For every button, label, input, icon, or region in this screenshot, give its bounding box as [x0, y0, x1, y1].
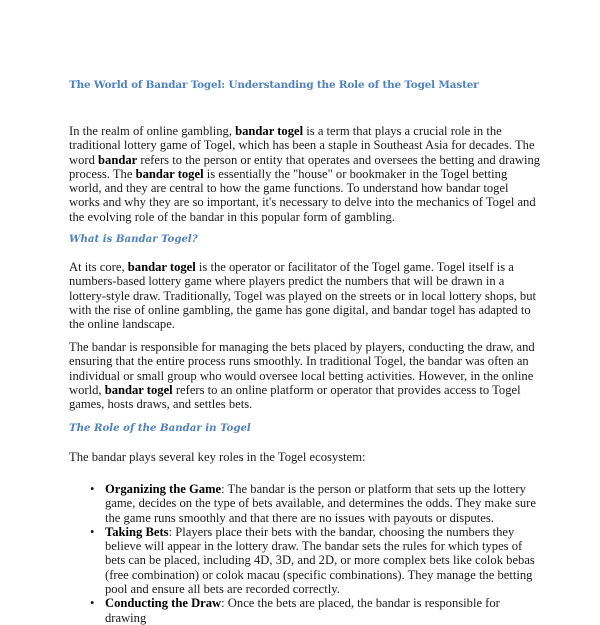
document-title: The World of Bandar Togel: Understanding the Role of the Togel Master: [69, 79, 479, 91]
bold-term: bandar togel: [127, 260, 196, 274]
role-bullet-list: [69, 482, 541, 625]
text-run: is the operator or facilitator of the Togel game. Togel itself is a numbers-based lottery game where players predict the numbers that will be drawn in a lottery-style draw. Traditionally, Togel was played on the streets or in local lottery shops, but with the rise of online gambling, the game has gone digital, and bandar togel has adapted to the online landscape.: [69, 260, 536, 332]
bold-term: bandar togel: [235, 124, 304, 138]
intro-paragraph: [69, 124, 541, 224]
section-heading-role: The Role of the Bandar in Togel: [69, 422, 251, 434]
text-run: is essentially the "house" or bookmaker in the Togel betting world, and they are central to how the game functions. To understand how bandar togel works and why they are so important, it's necessary to delve into the mechanics of Togel and the evolving role of the bandar in this popular form of gambling.: [69, 166, 536, 224]
text-run: refers to an online platform or operator that provides access to Togel games, hosts draws, and settles bets.: [69, 382, 521, 412]
what-is-paragraph-1: [69, 260, 541, 331]
text-run: is a term that plays a crucial role in the traditional lottery game of Togel, which has been a staple in Southeast Asia for decades. The word: [69, 124, 535, 167]
text-run: At its core,: [69, 260, 128, 274]
list-item-label: Organizing the Game: [105, 482, 222, 496]
list-item-text: : Players place their bets with the bandar, choosing the numbers they believe will appear in the lottery draw. The bandar sets the rules for which types of bets can be placed, including 4D, 3D, and 2D, or more complex bets like colok bebas (free combination) or colok macau (specific combinations). They manage the betting pool and ensure all bets are recorded correctly.: [105, 524, 535, 597]
bold-term: bandar: [98, 152, 138, 167]
section-heading-what-is: What is Bandar Togel?: [69, 233, 198, 245]
bold-term: bandar togel: [135, 166, 204, 181]
text-run: The bandar is responsible for managing the bets placed by players, conducting the draw, and ensuring that the entire process runs smoothly. In traditional Togel, the bandar was often an individual or small group who would oversee local betting activities. However, in the online world,: [69, 340, 535, 397]
role-intro-paragraph: The bandar plays several key roles in the Togel ecosystem:: [69, 450, 366, 464]
text-run: In the realm of online gambling,: [69, 124, 236, 138]
bold-term: bandar togel: [104, 382, 173, 397]
text-run: refers to the person or entity that operates and oversees the betting and drawing process. The: [69, 152, 541, 181]
list-item: [69, 525, 541, 596]
list-item-label: Conducting the Draw: [105, 596, 222, 611]
list-item: [69, 482, 541, 525]
list-item-text: : Once the bets are placed, the bandar is responsible for drawing: [105, 596, 500, 625]
what-is-paragraph-2: [69, 340, 541, 411]
bullet-icon: •: [90, 524, 95, 539]
list-item-text: : The bandar is the person or platform that sets up the lottery game, decides on the type of bets available, and determines the odds. They make sure the game runs smoothly and that there are no issues with payouts or disputes.: [105, 482, 536, 525]
bullet-icon: •: [90, 482, 95, 496]
bullet-icon: •: [90, 596, 95, 611]
list-item: [69, 596, 541, 625]
list-item-label: Taking Bets: [105, 524, 169, 539]
